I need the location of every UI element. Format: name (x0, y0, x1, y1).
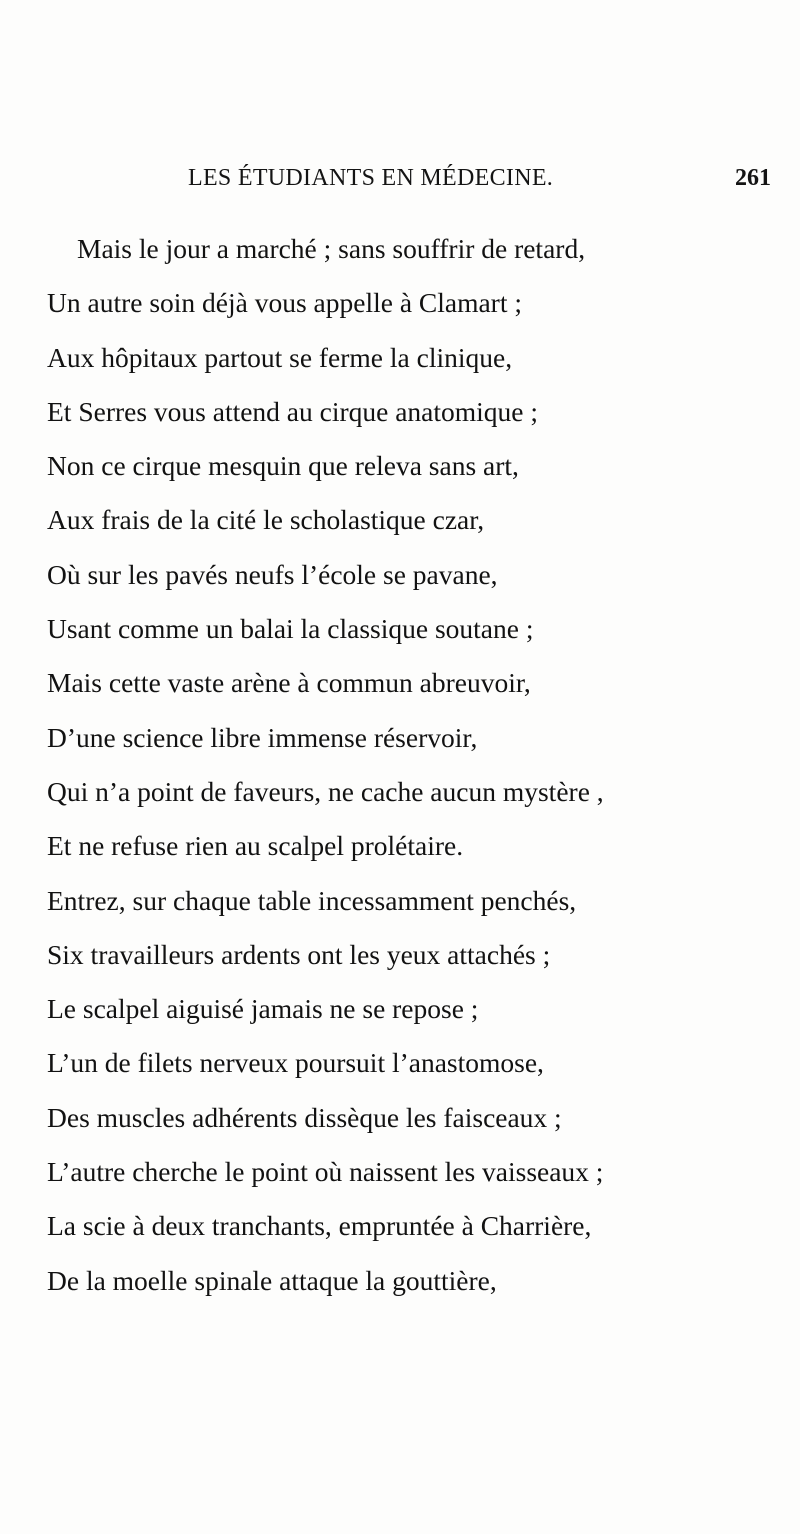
poem-line: Usant comme un balai la classique soutane ; (47, 613, 534, 645)
poem-line: La scie à deux tranchants, empruntée à Charrière, (47, 1210, 592, 1242)
poem-line: Des muscles adhérents dissèque les faisceaux ; (47, 1101, 562, 1133)
poem-line: Entrez, sur chaque table incessamment penchés, (47, 884, 577, 916)
poem-line: Le scalpel aiguisé jamais ne se repose ; (47, 993, 479, 1025)
poem-line: Où sur les pavés neufs l’école se pavane, (47, 558, 498, 590)
page-number: 261 (735, 165, 771, 191)
poem-line: Six travailleurs ardents ont les yeux attachés ; (47, 938, 551, 970)
poem-line: Et ne refuse rien au scalpel prolétaire. (47, 830, 464, 862)
poem-line: D’une science libre immense réservoir, (47, 721, 478, 753)
page-header (0, 165, 800, 199)
running-title: LES ÉTUDIANTS EN MÉDECINE. (188, 165, 554, 191)
poem-line: Mais le jour a marché ; sans souffrir de retard, (77, 233, 586, 264)
poem-line: Aux frais de la cité le scholastique czar, (47, 504, 485, 536)
poem-line: Aux hôpitaux partout se ferme la clinique, (47, 341, 513, 373)
poem-line: Et Serres vous attend au cirque anatomique ; (47, 395, 539, 427)
poem-line: Non ce cirque mesquin que releva sans art, (47, 450, 519, 482)
poem-line: De la moelle spinale attaque la gouttière, (47, 1264, 497, 1296)
poem-line: L’un de filets nerveux poursuit l’anastomose, (47, 1047, 544, 1079)
poem-line: L’autre cherche le point où naissent les vaisseaux ; (47, 1156, 604, 1188)
poem-line: Un autre soin déjà vous appelle à Clamart ; (47, 287, 522, 319)
poem-body (47, 222, 767, 1308)
poem-line: Qui n’a point de faveurs, ne cache aucun mystère , (47, 775, 604, 807)
poem-line: Mais cette vaste arène à commun abreuvoir, (47, 667, 531, 699)
